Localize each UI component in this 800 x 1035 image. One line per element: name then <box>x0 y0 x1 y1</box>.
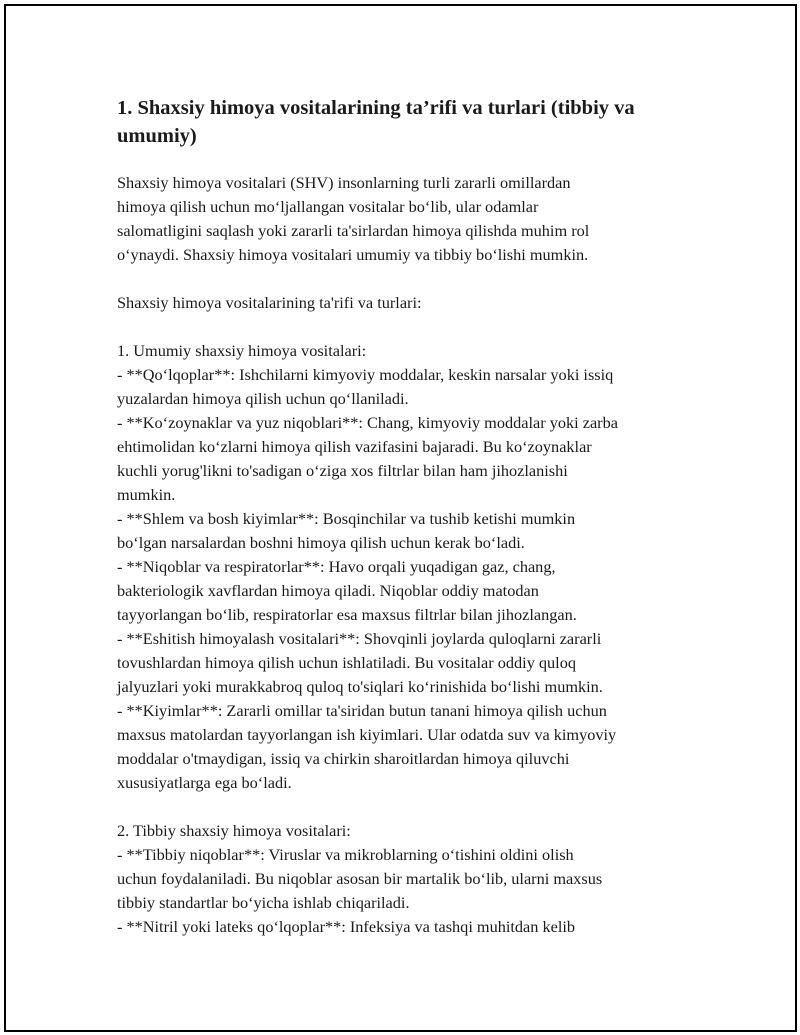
text-line: moddalar o'tmaydigan, issiq va chirkin sharoitlardan himoya qiluvchi <box>117 749 570 768</box>
title-line: umumiy) <box>117 125 197 147</box>
section-heading: 1. Umumiy shaxsiy himoya vositalari: <box>117 341 367 360</box>
text-line: yuzalardan himoya qilish uchun qo‘llaniladi. <box>117 389 409 408</box>
title-line: 1. Shaxsiy himoya vositalarining ta’rifi va turlari (tibbiy va <box>117 97 635 119</box>
section-general-ppe <box>117 339 697 795</box>
text-line: himoya qilish uchun mo‘ljallangan vositalar bo‘lib, ular odamlar <box>117 197 539 216</box>
paragraph-gap <box>117 315 697 339</box>
text-line: o‘ynaydi. Shaxsiy himoya vositalari umumiy va tibbiy bo‘lishi mumkin. <box>117 245 589 264</box>
paragraph-gap <box>117 795 697 819</box>
text-line: - **Qo‘lqoplar**: Ishchilarni kimyoviy moddalar, keskin narsalar yoki issiq <box>117 365 614 384</box>
text-line: Shaxsiy himoya vositalari (SHV) insonlarning turli zararli omillardan <box>117 173 571 192</box>
text-line: uchun foydalaniladi. Bu niqoblar asosan bir martalik bo‘lib, ularni maxsus <box>117 869 603 888</box>
text-line: - **Tibbiy niqoblar**: Viruslar va mikroblarning o‘tishini oldini olish <box>117 845 574 864</box>
section-medical-ppe <box>117 819 697 939</box>
text-line: bakteriologik xavflardan himoya qiladi. Niqoblar oddiy matodan <box>117 581 539 600</box>
text-line: tayyorlangan bo‘lib, respiratorlar esa maxsus filtrlar bilan jihozlangan. <box>117 605 577 624</box>
text-line: kuchli yorug'likni to'sadigan o‘ziga xos filtrlar bilan ham jihozlanishi <box>117 461 568 480</box>
text-line: - **Ko‘zoynaklar va yuz niqoblari**: Chang, kimyoviy moddalar yoki zarba <box>117 413 618 432</box>
document-title <box>117 94 697 150</box>
text-line: mumkin. <box>117 485 176 504</box>
text-line: salomatligini saqlash yoki zararli ta'sirlardan himoya qilishda muhim rol <box>117 221 590 240</box>
intro-paragraph <box>117 171 697 267</box>
section-heading: 2. Tibbiy shaxsiy himoya vositalari: <box>117 821 351 840</box>
text-line: - **Niqoblar va respiratorlar**: Havo orqali yuqadigan gaz, chang, <box>117 557 556 576</box>
text-line: jalyuzlari yoki murakkabroq quloq to'siqlari ko‘rinishida bo‘lishi mumkin. <box>117 677 603 696</box>
text-line: tibbiy standartlar bo‘yicha ishlab chiqariladi. <box>117 893 410 912</box>
text-line: - **Kiyimlar**: Zararli omillar ta'siridan butun tanani himoya qilish uchun <box>117 701 607 720</box>
document-body <box>117 94 697 939</box>
text-line: ehtimolidan ko‘zlarni himoya qilish vazifasini bajaradi. Bu ko‘zoynaklar <box>117 437 592 456</box>
text-line: - **Nitril yoki lateks qo‘lqoplar**: Infeksiya va tashqi muhitdan kelib <box>117 917 576 936</box>
text-line: bo‘lgan narsalardan boshni himoya qilish uchun kerak bo‘ladi. <box>117 533 525 552</box>
subheading-paragraph <box>117 291 697 315</box>
paragraph-gap <box>117 267 697 291</box>
subheading: Shaxsiy himoya vositalarining ta'rifi va turlari: <box>117 293 422 312</box>
text-line: xususiyatlarga ega bo‘ladi. <box>117 773 292 792</box>
text-line: maxsus matolardan tayyorlangan ish kiyimlari. Ular odatda suv va kimyoviy <box>117 725 617 744</box>
text-line: tovushlardan himoya qilish uchun ishlatiladi. Bu vositalar oddiy quloq <box>117 653 576 672</box>
text-line: - **Eshitish himoyalash vositalari**: Shovqinli joylarda quloqlarni zararli <box>117 629 602 648</box>
text-line: - **Shlem va bosh kiyimlar**: Bosqinchilar va tushib ketishi mumkin <box>117 509 576 528</box>
